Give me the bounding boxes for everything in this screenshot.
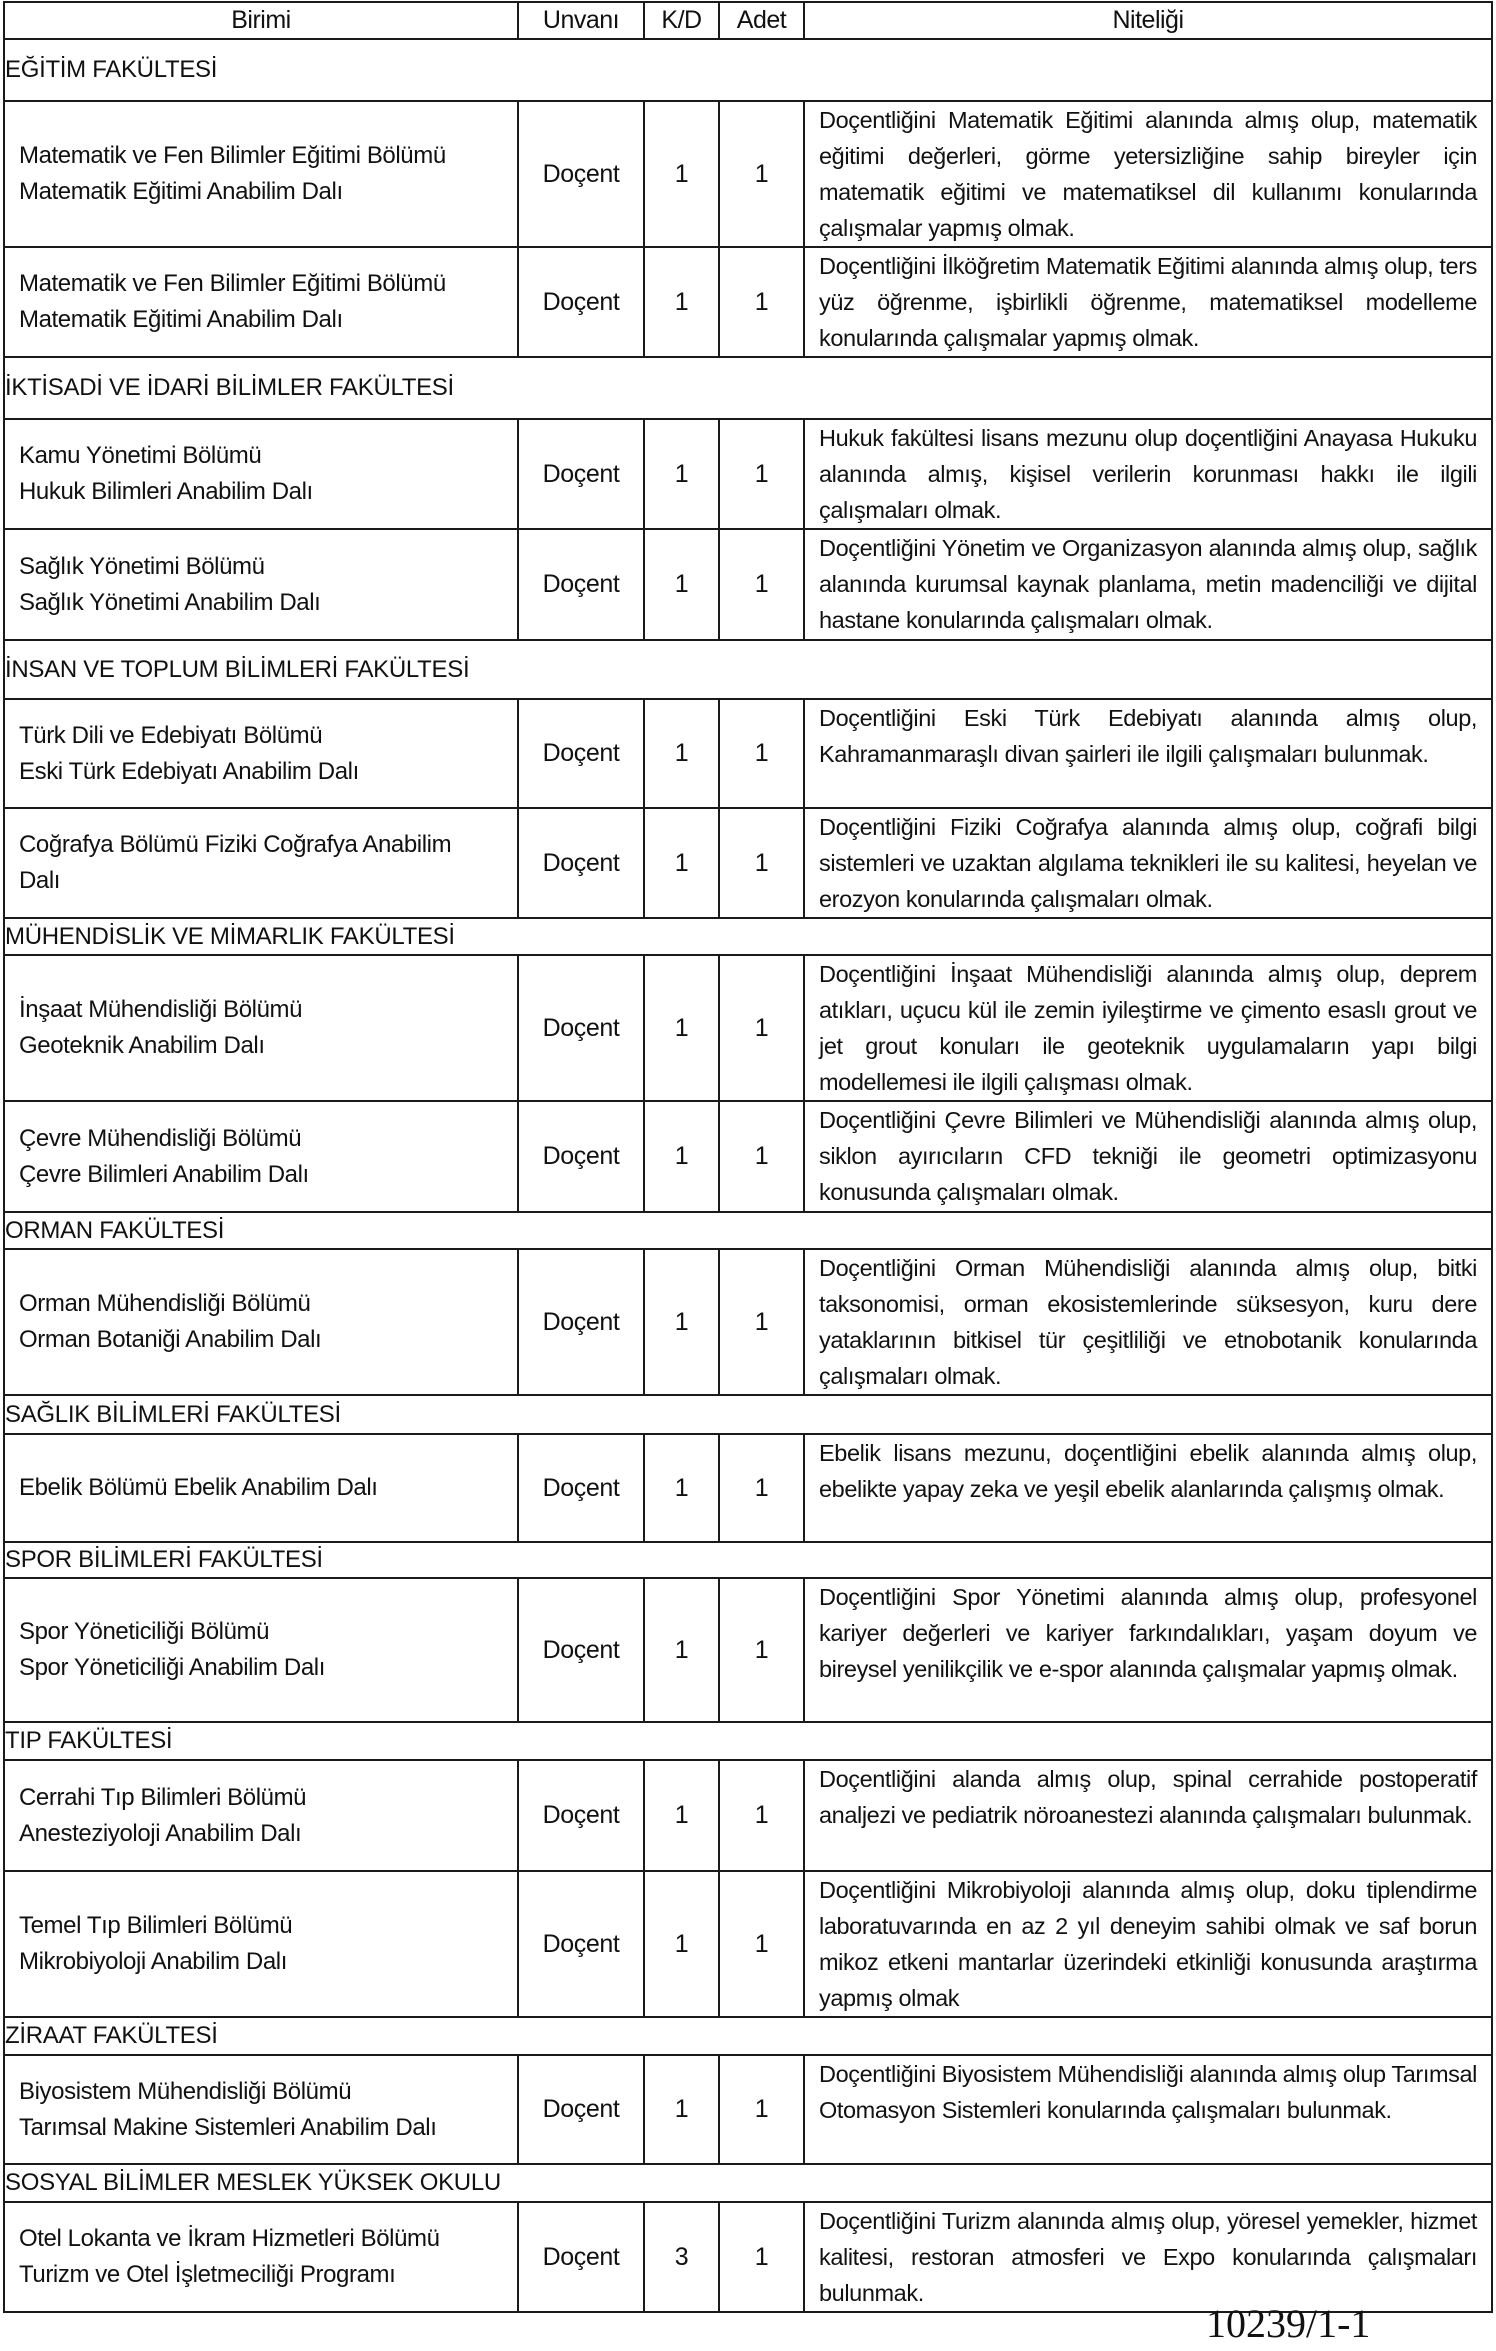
count-cell: 1 [719,419,804,529]
qualification-cell: Doçentliğini İlköğretim Matematik Eğitimi alanında almış olup, ters yüz öğrenme, işbirlikli öğrenme, matematiksel modelleme konularında çalışmalar yapmış olmak. [804,247,1492,357]
faculty-name: SAĞLIK BİLİMLERİ FAKÜLTESİ [4,1395,1492,1434]
unit-cell [4,1249,518,1395]
faculty-header-row [4,357,1492,419]
count-cell: 1 [719,529,804,640]
count-cell: 1 [719,101,804,247]
title-cell: Doçent [518,1434,644,1542]
department-name: Coğrafya Bölümü Fiziki Coğrafya Anabilim [19,831,452,858]
department-name: Biyosistem Mühendisliği Bölümü [19,2077,352,2105]
faculty-header-row [4,640,1492,699]
unit-cell [4,247,518,357]
table-row [4,808,1492,918]
table-row [4,2055,1492,2164]
table-body [4,39,1492,2312]
division-name: Tarımsal Makine Sistemleri Anabilim Dalı [19,2113,437,2141]
table-row [4,419,1492,529]
qualification-cell: Doçentliğini Orman Mühendisliği alanında almış olup, bitki taksonomisi, orman ekosistemlerinde süksesyon, kuru dere yataklarının bitkisel tür çeşitliliği ve etnobotanik konularında çalışmaları olmak. [804,1249,1492,1395]
division-name: Hukuk Bilimleri Anabilim Dalı [19,478,313,505]
division-name: Matematik Eğitimi Anabilim Dalı [19,178,343,205]
title-cell: Doçent [518,1249,644,1395]
kd-cell: 1 [644,808,719,918]
department-name: Ebelik Bölümü Ebelik Anabilim Dalı [19,1474,378,1501]
division-name: Geoteknik Anabilim Dalı [19,1032,265,1059]
kd-cell: 1 [644,419,719,529]
kd-cell: 1 [644,955,719,1101]
count-cell: 1 [719,1101,804,1212]
kd-cell: 1 [644,1249,719,1395]
kd-cell: 1 [644,529,719,640]
faculty-name: EĞİTİM FAKÜLTESİ [4,39,1492,101]
faculty-name: ZİRAAT FAKÜLTESİ [4,2017,1492,2055]
unit-cell [4,529,518,640]
qualification-cell: Doçentliğini Mikrobiyoloji alanında almış olup, doku tiplendirme laboratuvarında en az 2 yıl deneyim sahibi olmak ve saf borun mikoz etkeni mantarlar üzerindeki etkinliği konusunda araştırma yapmış olmak [804,1871,1492,2017]
faculty-header-row [4,2017,1492,2055]
faculty-header-row [4,1722,1492,1760]
qualification-cell: Doçentliğini Fiziki Coğrafya alanında almış olup, coğrafi bilgi sistemleri ve uzaktan algılama teknikleri ile su kalitesi, heyelan ve erozyon konularında çalışmaları olmak. [804,808,1492,918]
title-cell: Doçent [518,699,644,808]
kd-cell: 1 [644,1760,719,1871]
unit-cell [4,1760,518,1871]
department-name: Otel Lokanta ve İkram Hizmetleri Bölümü [19,2225,440,2252]
count-cell: 1 [719,2055,804,2164]
faculty-header-row [4,1542,1492,1578]
qualification-cell: Hukuk fakültesi lisans mezunu olup doçentliğini Anayasa Hukuku alanında almış, kişisel verilerin korunması hakkı ile ilgili çalışmaları olmak. [804,419,1492,529]
count-cell: 1 [719,1578,804,1722]
division-name: Mikrobiyoloji Anabilim Dalı [19,1948,287,1975]
faculty-name: İNSAN VE TOPLUM BİLİMLERİ FAKÜLTESİ [4,640,1492,699]
table-header-row [4,2,1492,39]
faculty-header-row [4,1395,1492,1434]
header-adet: Adet [719,2,804,39]
count-cell: 1 [719,1249,804,1395]
table-row [4,1760,1492,1871]
division-name: Dalı [19,867,61,894]
unit-cell [4,419,518,529]
division-name: Spor Yöneticiliği Anabilim Dalı [19,1654,325,1681]
qualification-cell: Doçentliğini Biyosistem Mühendisliği alanında almış olup Tarımsal Otomasyon Sistemleri konularında çalışmaları bulunmak. [804,2055,1492,2164]
qualification-cell: Doçentliğini Çevre Bilimleri ve Mühendisliği alanında almış olup, siklon ayırıcıların CFD tekniği ile geometri optimizasyonu konusunda çalışmaları olmak. [804,1101,1492,1212]
unit-cell [4,2202,518,2312]
department-name: Cerrahi Tıp Bilimleri Bölümü [19,1783,307,1811]
faculty-name: TIP FAKÜLTESİ [4,1722,1492,1760]
count-cell: 1 [719,247,804,357]
unit-cell [4,1578,518,1722]
faculty-name: MÜHENDİSLİK VE MİMARLIK FAKÜLTESİ [4,918,1492,955]
department-name: Çevre Mühendisliği Bölümü [19,1124,302,1152]
division-name: Anesteziyoloji Anabilim Dalı [19,1819,302,1847]
department-name: Temel Tıp Bilimleri Bölümü [19,1912,293,1939]
division-name: Orman Botaniği Anabilim Dalı [19,1326,322,1353]
table-row [4,2202,1492,2312]
title-cell: Doçent [518,955,644,1101]
unit-cell [4,808,518,918]
qualification-cell: Doçentliğini Eski Türk Edebiyatı alanında almış olup, Kahramanmaraşlı divan şairleri ile ilgili çalışmaları bulunmak. [804,699,1492,808]
faculty-name: SPOR BİLİMLERİ FAKÜLTESİ [4,1542,1492,1578]
department-name: İnşaat Mühendisliği Bölümü [19,996,303,1023]
division-name: Eski Türk Edebiyatı Anabilim Dalı [19,757,359,785]
faculty-header-row [4,2164,1492,2202]
kd-cell: 3 [644,2202,719,2312]
title-cell: Doçent [518,808,644,918]
qualification-cell: Doçentliğini Yönetim ve Organizasyon alanında almış olup, sağlık alanında kurumsal kaynak planlama, metin madenciliği ve dijital hastane konularında çalışmaları olmak. [804,529,1492,640]
kd-cell: 1 [644,2055,719,2164]
department-name: Sağlık Yönetimi Bölümü [19,552,265,580]
table-row [4,1101,1492,1212]
faculty-header-row [4,39,1492,101]
title-cell: Doçent [518,247,644,357]
title-cell: Doçent [518,2202,644,2312]
header-unvani: Unvanı [518,2,644,39]
unit-cell [4,101,518,247]
faculty-header-row [4,918,1492,955]
document-reference-number: 10239/1-1 [1206,2301,1371,2346]
qualification-cell: Doçentliğini Turizm alanında almış olup, yöresel yemekler, hizmet kalitesi, restoran atmosferi ve Expo konularında çalışmaları bulunmak. [804,2202,1492,2312]
unit-cell [4,1101,518,1212]
unit-cell [4,1434,518,1542]
count-cell: 1 [719,699,804,808]
division-name: Matematik Eğitimi Anabilim Dalı [19,306,343,333]
department-name: Kamu Yönetimi Bölümü [19,442,262,469]
title-cell: Doçent [518,1578,644,1722]
qualification-cell: Doçentliğini alanda almış olup, spinal cerrahide postoperatif analjezi ve pediatrik nöroanestezi alanında çalışmaları bulunmak. [804,1760,1492,1871]
count-cell: 1 [719,2202,804,2312]
kd-cell: 1 [644,1578,719,1722]
qualification-cell: Doçentliğini Matematik Eğitimi alanında almış olup, matematik eğitimi değerleri, görme yetersizliğine sahip bireyler için matematik eğitimi ve matematiksel dil kullanımı konularında çalışmalar yapmış olmak. [804,101,1492,247]
qualification-cell: Doçentliğini Spor Yönetimi alanında almış olup, profesyonel kariyer değerleri ve kariyer farkındalıkları, yaşam doyum ve bireysel yenilikçilik ve e-spor alanında çalışmalar yapmış olmak. [804,1578,1492,1722]
department-name: Matematik ve Fen Bilimler Eğitimi Bölümü [19,270,446,297]
division-name: Turizm ve Otel İşletmeciliği Programı [19,2261,396,2288]
table-row [4,247,1492,357]
count-cell: 1 [719,955,804,1101]
department-name: Orman Mühendisliği Bölümü [19,1290,311,1317]
header-niteligi: Niteliği [804,2,1492,39]
division-name: Çevre Bilimleri Anabilim Dalı [19,1160,309,1188]
table-row [4,699,1492,808]
table-row [4,529,1492,640]
title-cell: Doçent [518,419,644,529]
kd-cell: 1 [644,699,719,808]
count-cell: 1 [719,1871,804,2017]
qualification-cell: Doçentliğini İnşaat Mühendisliği alanında almış olup, deprem atıkları, uçucu kül ile zemin iyileştirme ve çimento esaslı grout ve jet grout konuları ile geoteknik uygulamaların yapı bilgi modellemesi ile ilgili çalışması olmak. [804,955,1492,1101]
staff-positions-table [3,1,1493,2313]
qualification-cell: Ebelik lisans mezunu, doçentliğini ebelik alanında almış olup, ebelikte yapay zeka ve yeşil ebelik alanlarında çalışmış olmak. [804,1434,1492,1542]
department-name: Matematik ve Fen Bilimler Eğitimi Bölümü [19,142,446,169]
unit-cell [4,1871,518,2017]
faculty-name: İKTİSADİ VE İDARİ BİLİMLER FAKÜLTESİ [4,357,1492,419]
unit-cell [4,2055,518,2164]
header-kd: K/D [644,2,719,39]
table-row [4,1434,1492,1542]
count-cell: 1 [719,808,804,918]
table-row [4,1249,1492,1395]
department-name: Türk Dili ve Edebiyatı Bölümü [19,721,323,749]
title-cell: Doçent [518,101,644,247]
kd-cell: 1 [644,247,719,357]
header-birimi: Birimi [4,2,518,39]
kd-cell: 1 [644,1871,719,2017]
kd-cell: 1 [644,1434,719,1542]
title-cell: Doçent [518,1760,644,1871]
unit-cell [4,955,518,1101]
faculty-header-row [4,1212,1492,1249]
kd-cell: 1 [644,101,719,247]
title-cell: Doçent [518,1101,644,1212]
faculty-name: SOSYAL BİLİMLER MESLEK YÜKSEK OKULU [4,2164,1492,2202]
table-row [4,955,1492,1101]
kd-cell: 1 [644,1101,719,1212]
faculty-name: ORMAN FAKÜLTESİ [4,1212,1492,1249]
title-cell: Doçent [518,2055,644,2164]
table-row [4,1578,1492,1722]
table-row [4,101,1492,247]
count-cell: 1 [719,1434,804,1542]
count-cell: 1 [719,1760,804,1871]
department-name: Spor Yöneticiliği Bölümü [19,1618,270,1645]
title-cell: Doçent [518,529,644,640]
title-cell: Doçent [518,1871,644,2017]
unit-cell [4,699,518,808]
table-row [4,1871,1492,2017]
division-name: Sağlık Yönetimi Anabilim Dalı [19,588,321,616]
